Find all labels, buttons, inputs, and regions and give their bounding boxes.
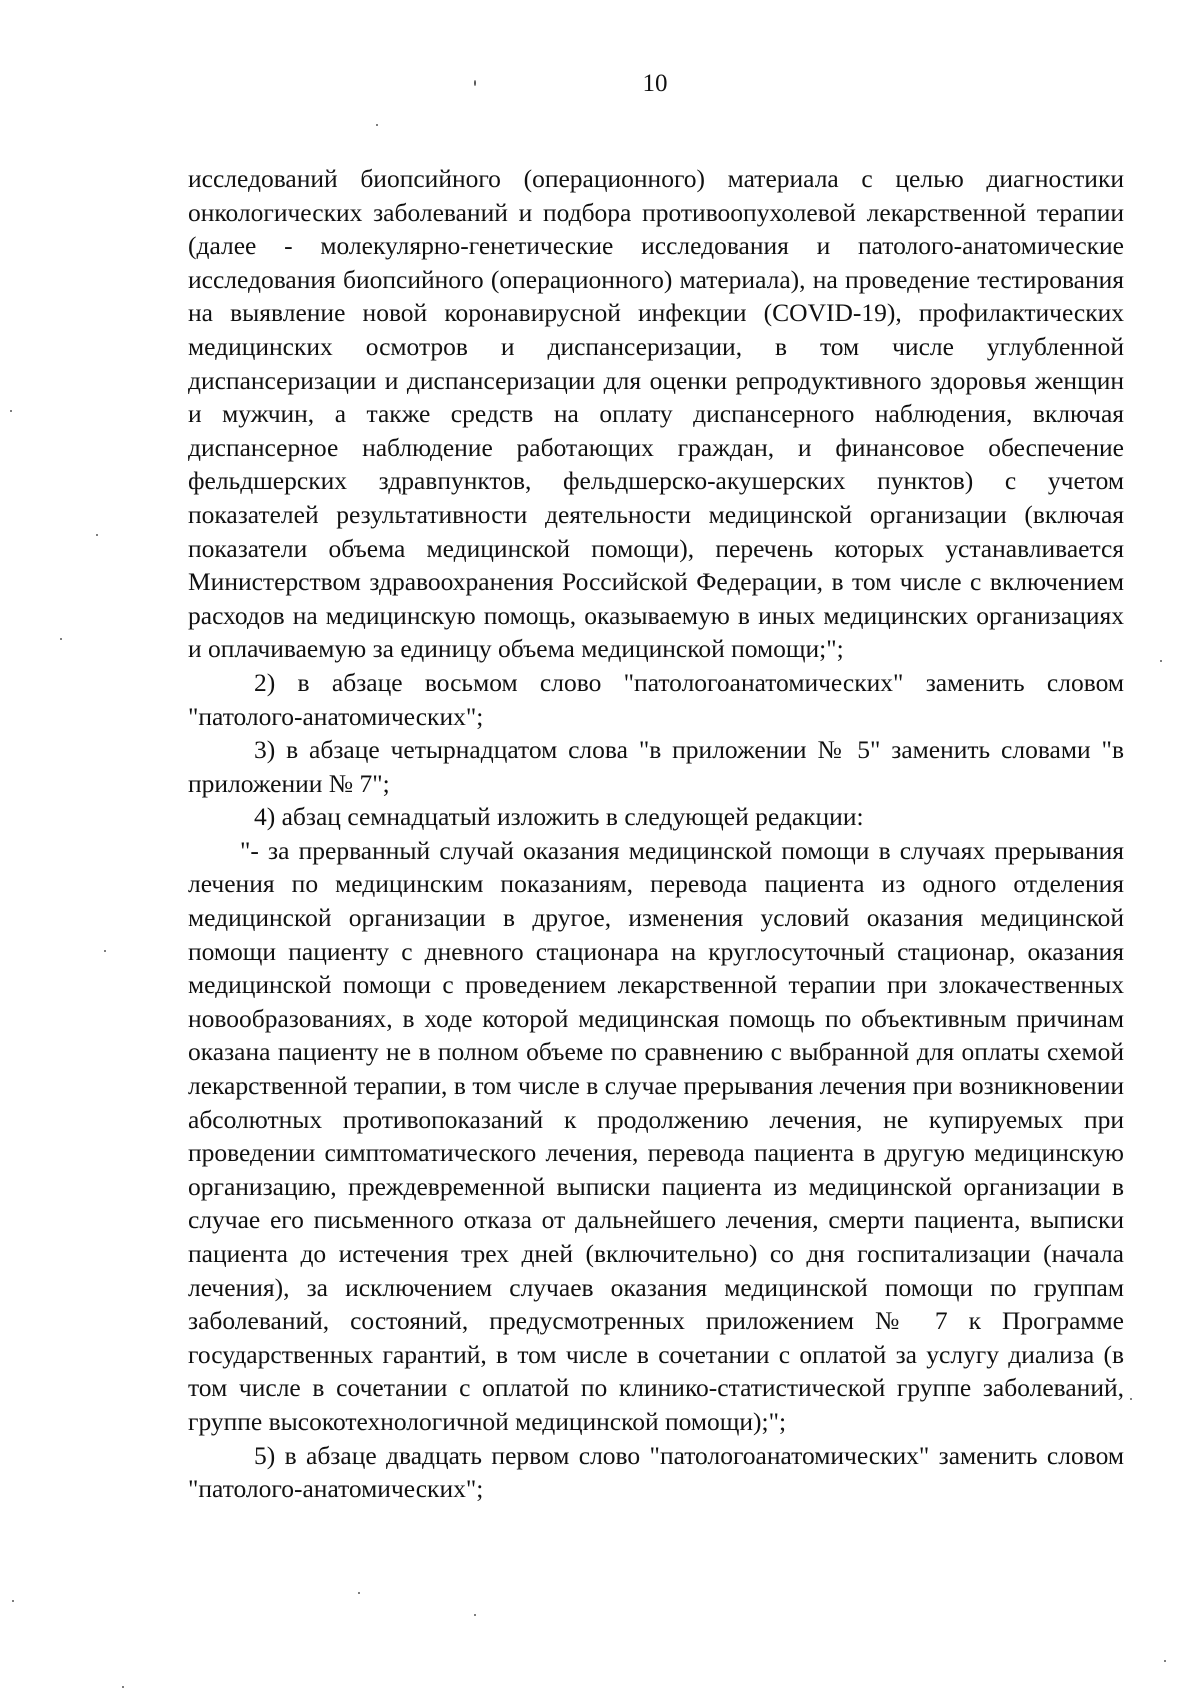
paragraph-item-4: 4) абзац семнадцатый изложить в следующей редакции: <box>254 802 864 832</box>
page-number: 10 <box>642 70 668 97</box>
scan-speck <box>1130 1398 1132 1400</box>
paragraph-item-3: 3) в абзаце четырнадцатом слова "в приложении № 5" заменить словами "в приложении № 7"; <box>188 735 1124 798</box>
scan-speck <box>358 1592 360 1594</box>
scan-speck <box>60 638 62 640</box>
paragraph-continuation: исследований биопсийного (операционного) материала с целью диагностики онкологических заболеваний и подбора противоопухолевой лекарственной терапии (далее - молекулярно-генетические исследования и патолого-анатомические исследования биопсийного (операционного) материала), на проведение тестирования на выявление новой коронавирусной инфекции (COVID-19), профилактических медицинских осмотров и диспансеризации, в том числе углубленной диспансеризации и диспансеризации для оценки репродуктивного здоровья женщин и мужчин, а также средств на оплату диспансерного наблюдения, включая диспансерное наблюдение работающих граждан, и финансовое обеспечение фельдшерских здравпунктов, фельдшерско-акушерских пунктов) с учетом показателей результативности деятельности медицинской организации (включая показатели объема медицинской помощи), перечень которых устанавливается Министерством здравоохранения Российской Федерации, в том числе с включением расходов на медицинскую помощь, оказываемую в иных медицинских организациях и оплачиваемую за единицу объема медицинской помощи;"; <box>188 164 1124 664</box>
scan-speck <box>376 124 378 126</box>
scan-speck <box>12 1600 14 1602</box>
scan-speck <box>474 1614 476 1616</box>
paragraph-item-4-quote: "- за прерванный случай оказания медицинской помощи в случаях прерывания лечения по медицинским показаниям, перевода пациента из одного отделения медицинской организации в другое, изменения условий оказания медицинской помощи пациенту с дневного стационара на круглосуточный стационар, оказания медицинской помощи с проведением лекарственной терапии при злокачественных новообразованиях, в ходе которой медицинская помощь по объективным причинам оказана пациенту не в полном объеме по сравнению с выбранной для оплаты схемой лекарственной терапии, в том числе в случае прерывания лечения при возникновении абсолютных противопоказаний к продолжению лечения, не купируемых при проведении симптоматического лечения, перевода пациента в другую медицинскую организацию, преждевременной выписки пациента из медицинской организации в случае его письменного отказа от дальнейшего лечения, смерти пациента, выписки пациента до истечения трех дней (включительно) со дня госпитализации (начала лечения), за исключением случаев оказания медицинской помощи по группам заболеваний, состояний, предусмотренных приложением № 7 к Программе государственных гарантий, в том числе в сочетании с оплатой за услугу диализа (в том числе в сочетании с оплатой по клинико-статистической группе заболеваний, группе высокотехнологичной медицинской помощи);"; <box>188 835 1124 1436</box>
scan-speck <box>96 534 98 536</box>
document-body <box>188 162 1124 1506</box>
paragraph-item-2: 2) в абзаце восьмом слово "патологоанатомических" заменить словом "патолого-анатомических"; <box>188 667 1124 731</box>
scan-speck <box>1164 1660 1166 1662</box>
scan-speck <box>122 1686 124 1688</box>
paragraph-item-5: 5) в абзаце двадцать первом слово "патологоанатомических" заменить словом "патолого-анатомических"; <box>188 1440 1124 1504</box>
scan-speck <box>1160 660 1162 662</box>
scan-speck <box>10 410 12 412</box>
scan-speck <box>474 80 476 86</box>
scan-speck <box>104 950 106 952</box>
